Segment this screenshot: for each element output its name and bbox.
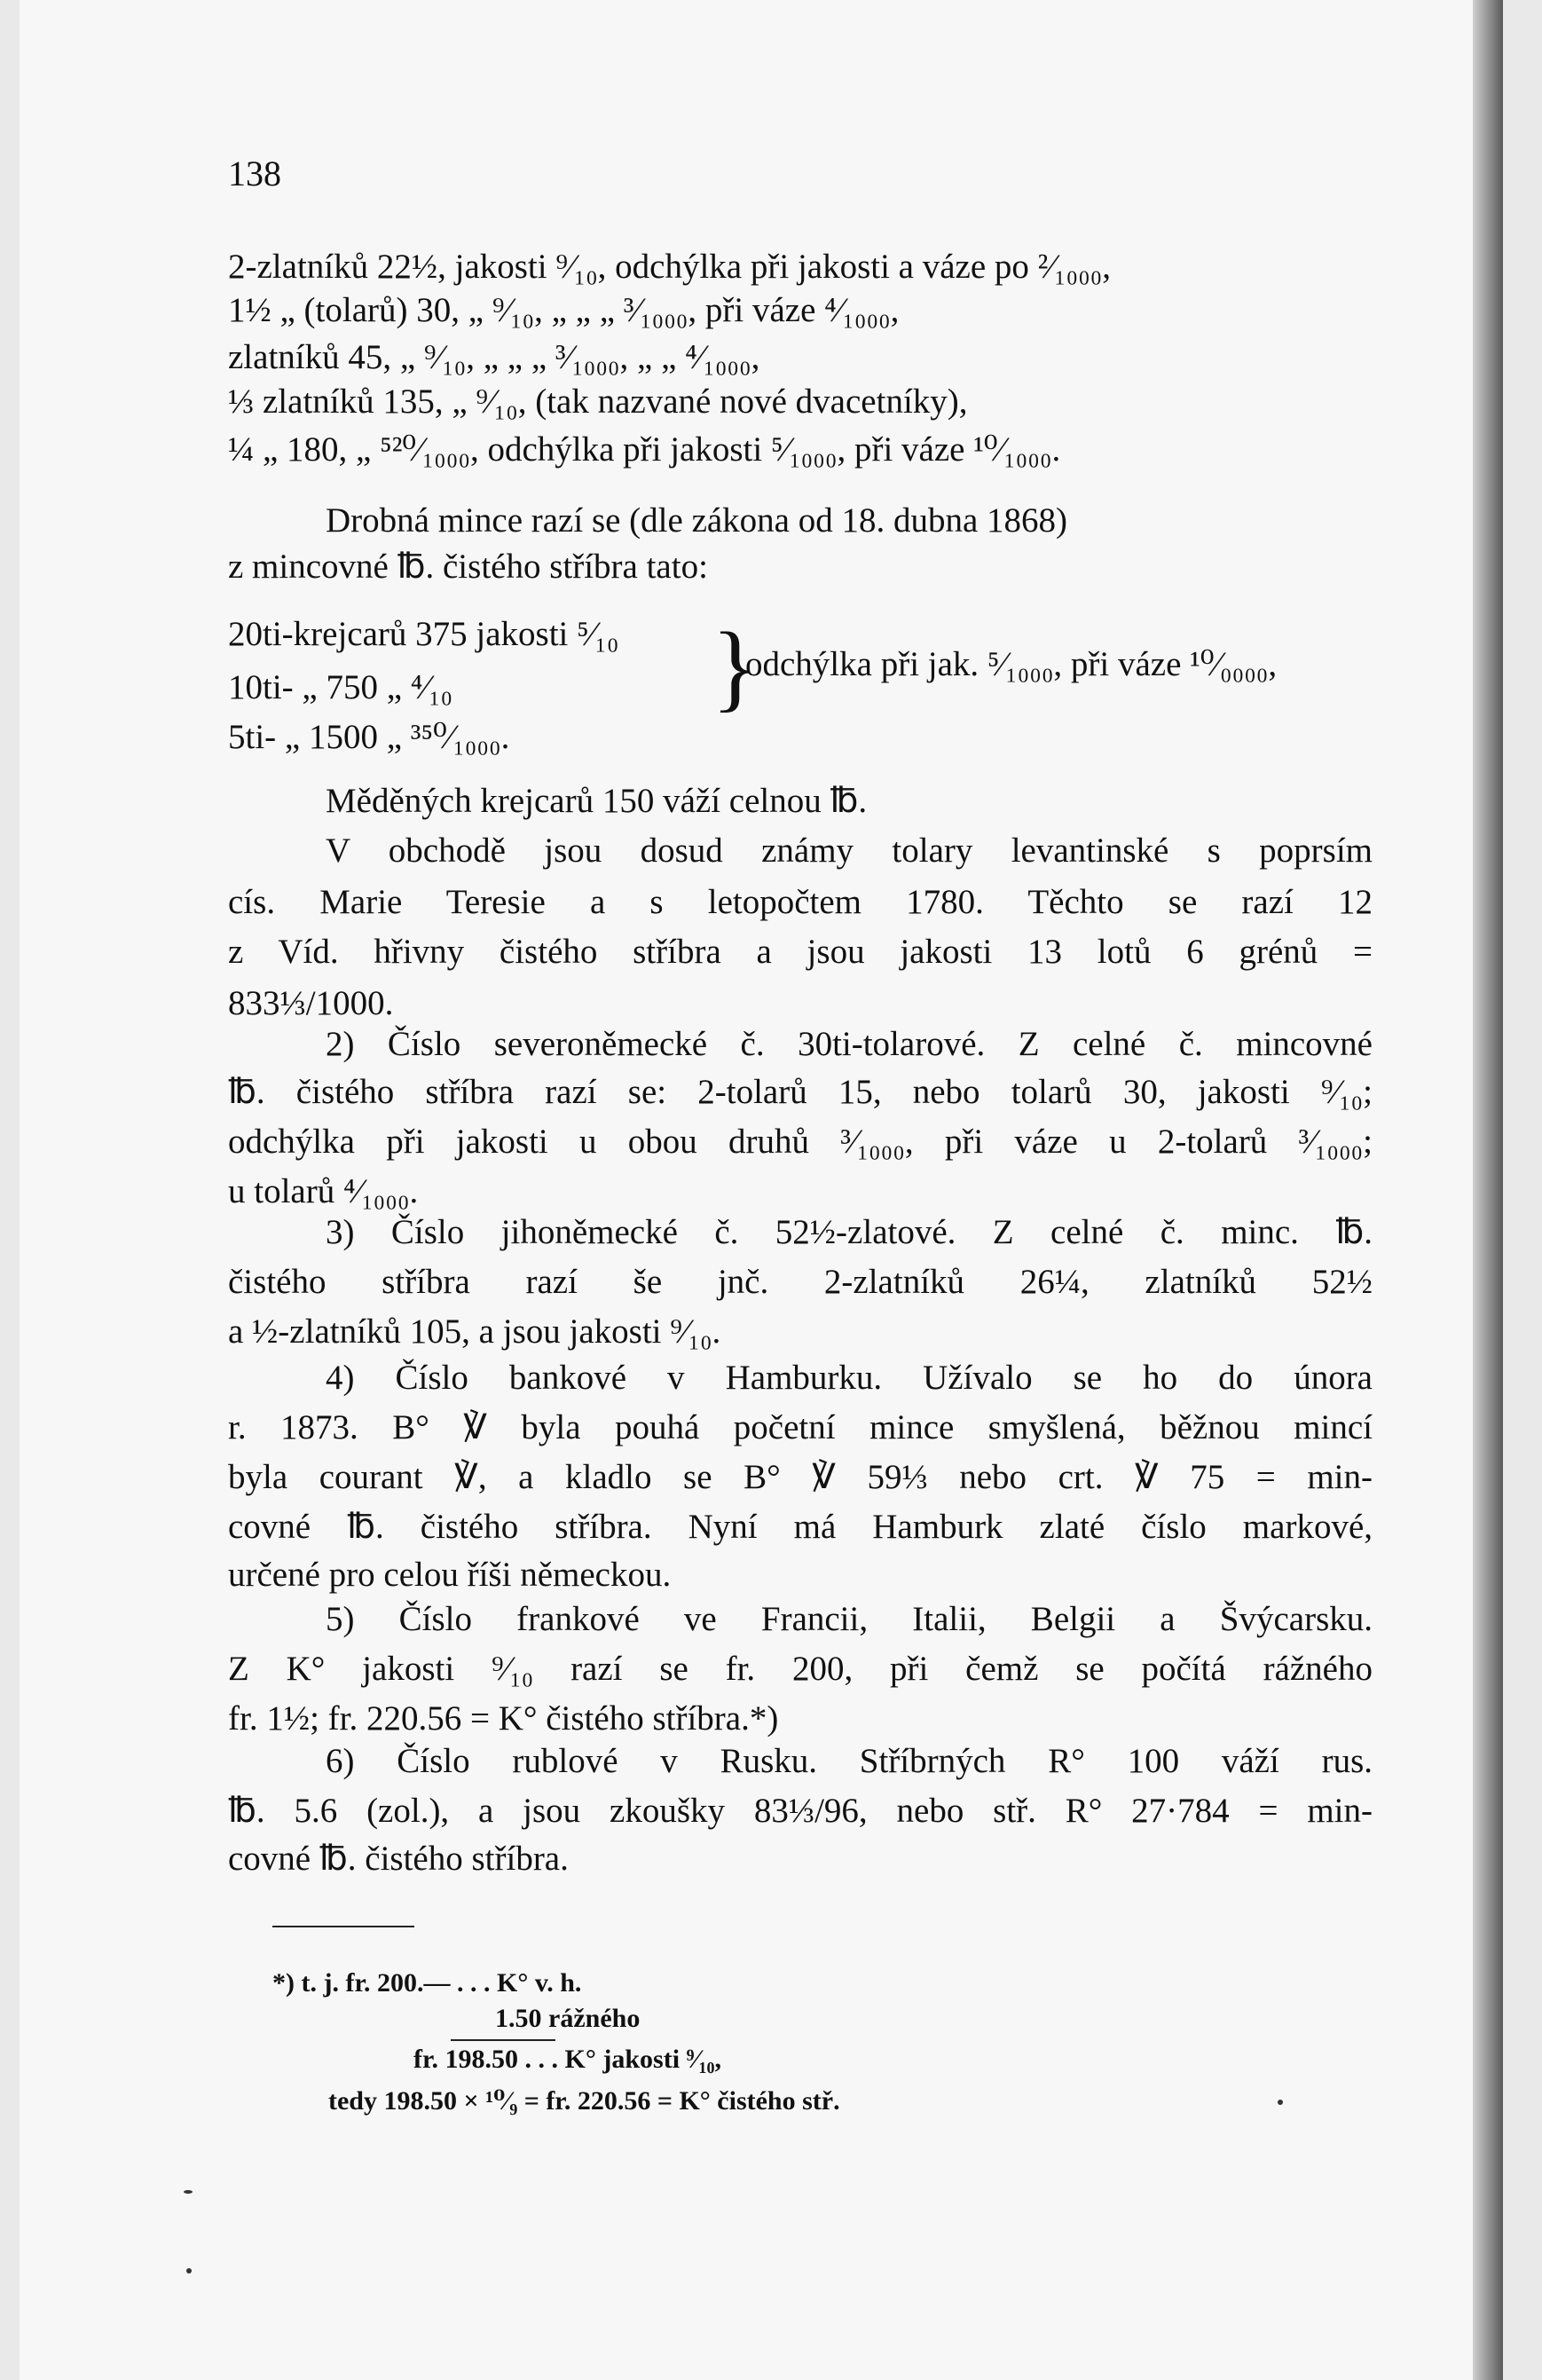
coin-row-20ti: 20ti-krejcarů 375 jakosti ⁵⁄₁₀ (228, 615, 619, 653)
text-line-7: z mincovné ℔. čistého stříbra tato: (228, 548, 708, 586)
coin-tolerance-note: odchýlka při jak. ⁵⁄₁₀₀₀, při váze ¹⁰⁄₀₀₀₀, (745, 645, 1278, 683)
footnote-line-1: *) t. j. fr. 200.— . . . K° v. h. (272, 1968, 582, 1998)
text-line-25: určené pro celou říši německou. (228, 1556, 672, 1594)
text-line-19: čistého stříbra razí še jnč. 2-zlatníků 26¼, zlatníků 52½ (228, 1263, 1373, 1301)
page-number: 138 (228, 154, 281, 193)
text-line-24: covné ℔. čistého stříbra. Nyní má Hamburk zlaté číslo markové, (228, 1508, 1373, 1546)
text-line-1: 2-zlatníků 22½, jakosti ⁹⁄₁₀, odchýlka při jakosti a váze po ²⁄₁₀₀₀, (228, 248, 1112, 286)
footnote-line-2: 1.50 rážného (495, 2004, 641, 2033)
text-line-3: zlatníků 45, „ ⁹⁄₁₀, „ „ „ ³⁄₁₀₀₀, „ „ ⁴⁄₁₀₀₀, (228, 338, 760, 376)
footnote-separator (272, 1926, 414, 1927)
stray-mark (184, 2190, 193, 2194)
section-4-heading: 4) Číslo bankové v Hamburku. Užívalo se ho do února (326, 1359, 1373, 1397)
text-line-20: a ½-zlatníků 105, a jsou jakosti ⁹⁄₁₀. (228, 1312, 721, 1351)
text-line-9: Měděných krejcarů 150 váží celnou ℔. (326, 782, 868, 820)
text-line-5: ¼ „ 180, „ ⁵²⁰⁄₁₀₀₀, odchýlka při jakosti ⁵⁄₁₀₀₀, při váze ¹⁰⁄₁₀₀₀. (228, 430, 1061, 469)
coin-row-10ti: 10ti- „ 750 „ ⁴⁄₁₀ (228, 668, 453, 706)
book-page (20, 0, 1503, 2380)
footnote-line-4: tedy 198.50 × ¹⁰⁄₉ = fr. 220.56 = K° čistého stř. (328, 2086, 840, 2116)
text-line-15: ℔. čistého stříbra razí se: 2-tolarů 15, nebo tolarů 30, jakosti ⁹⁄₁₀; (228, 1073, 1373, 1111)
footnote-subtraction-rule (451, 2039, 555, 2041)
curly-brace: } (712, 612, 759, 721)
section-2-heading: 2) Číslo severoněmecké č. 30ti-tolarové. Z celné č. mincovné (326, 1025, 1373, 1063)
text-line-16: odchýlka při jakosti u obou druhů ³⁄₁₀₀₀, při váze u 2-tolarů ³⁄₁₀₀₀; (228, 1123, 1373, 1161)
text-line-11: cís. Marie Teresie a s letopočtem 1780. Těchto se razí 12 (228, 883, 1373, 921)
text-line-17: u tolarů ⁴⁄₁₀₀₀. (228, 1172, 419, 1210)
text-line-27: Z K° jakosti ⁹⁄₁₀ razí se fr. 200, při čemž se počítá rážného (228, 1650, 1373, 1688)
stray-mark (1278, 2100, 1283, 2105)
text-line-12: z Víd. hřivny čistého stříbra a jsou jakosti 13 lotů 6 grénů = (228, 933, 1373, 971)
text-line-22: r. 1873. B° ℣ byla pouhá početní mince smyšlená, běžnou mincí (228, 1408, 1373, 1446)
page-edge-shadow (1473, 0, 1503, 2380)
text-line-2: 1½ „ (tolarů) 30, „ ⁹⁄₁₀, „ „ „ ³⁄₁₀₀₀, při váze ⁴⁄₁₀₀₀, (228, 291, 900, 329)
text-line-28: fr. 1½; fr. 220.56 = K° čistého stříbra.*) (228, 1699, 779, 1738)
section-6-heading: 6) Číslo rublové v Rusku. Stříbrných R° 100 váží rus. (326, 1742, 1373, 1780)
stray-mark (186, 2268, 192, 2274)
section-5-heading: 5) Číslo frankové ve Francii, Italii, Belgii a Švýcarsku. (326, 1600, 1373, 1638)
text-line-23: byla courant ℣, a kladlo se B° ℣ 59⅓ nebo crt. ℣ 75 = min- (228, 1458, 1373, 1496)
footnote-line-3: fr. 198.50 . . . K° jakosti ⁹⁄₁₀, (413, 2045, 722, 2074)
text-line-4: ⅓ zlatníků 135, „ ⁹⁄₁₀, (tak nazvané nové dvacetníky), (228, 382, 968, 421)
text-line-30: ℔. 5.6 (zol.), a jsou zkoušky 83⅓/96, nebo stř. R° 27·784 = min- (228, 1792, 1373, 1830)
coin-row-5ti: 5ti- „ 1500 „ ³⁵⁰⁄₁₀₀₀. (228, 718, 510, 756)
text-line-10: V obchodě jsou dosud známy tolary levantinské s poprsím (326, 831, 1373, 870)
text-line-31: covné ℔. čistého stříbra. (228, 1840, 569, 1878)
paragraph-drobna-mince: Drobná mince razí se (dle zákona od 18. dubna 1868) (326, 501, 1068, 540)
text-line-13: 833⅓/1000. (228, 984, 394, 1022)
section-3-heading: 3) Číslo jihoněmecké č. 52½-zlatové. Z celné č. minc. ℔. (326, 1213, 1373, 1251)
